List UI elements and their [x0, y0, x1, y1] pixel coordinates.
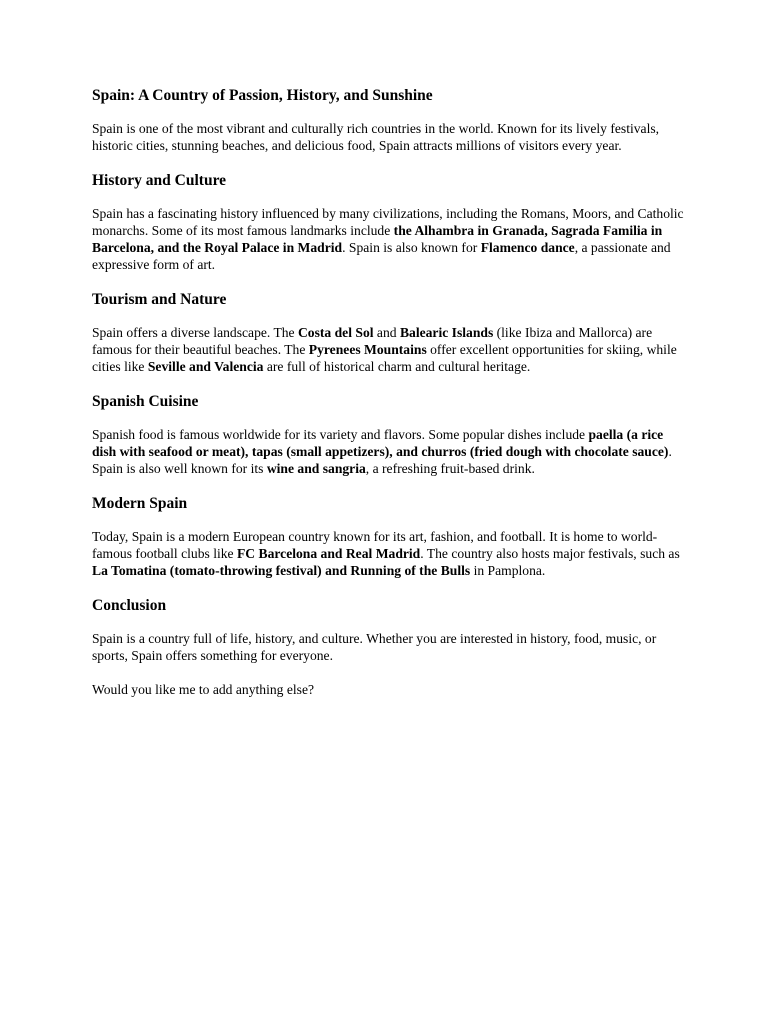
text-run: . Spain is also well known for its: [92, 444, 672, 476]
bold-text-run: La Tomatina (tomato-throwing festival) and Running of the Bulls: [92, 563, 471, 578]
closing-question: [92, 681, 684, 698]
section-heading-conclusion: Conclusion: [92, 597, 167, 614]
section-heading-tourism: Tourism and Nature: [92, 291, 227, 308]
section-paragraph-modern: [92, 528, 684, 579]
section-heading-modern: Modern Spain: [92, 495, 188, 512]
bold-text-run: the Alhambra in Granada, Sagrada Familia in Barcelona, and the Royal Palace in Madrid: [92, 223, 663, 255]
bold-text-run: Balearic Islands: [399, 325, 494, 340]
section-modern: [92, 494, 684, 579]
text-run: (like Ibiza and Mallorca) are famous for their beautiful beaches. The: [92, 325, 653, 357]
section-history: [92, 171, 684, 273]
section-heading-history: History and Culture: [92, 172, 227, 189]
text-run: and: [373, 325, 400, 340]
section-tourism: [92, 290, 684, 375]
section-cuisine: [92, 392, 684, 477]
bold-text-run: wine and sangria: [266, 461, 366, 476]
bold-text-run: Flamenco dance: [480, 240, 575, 255]
section-paragraph-conclusion: [92, 630, 684, 664]
bold-text-run: FC Barcelona and Real Madrid: [236, 546, 421, 561]
text-run: . The country also hosts major festivals, such as: [420, 546, 680, 561]
text-run: . Spain is also known for: [342, 240, 481, 255]
text-run: are full of historical charm and cultural heritage.: [263, 359, 531, 374]
section-heading-cuisine: Spanish Cuisine: [92, 393, 199, 410]
text-run: Spain offers a diverse landscape. The: [92, 325, 298, 340]
bold-text-run: paella (a rice dish with seafood or meat), tapas (small appetizers), and churros (fried dough with chocolate sauce): [92, 427, 669, 459]
text-run: , a refreshing fruit-based drink.: [365, 461, 535, 476]
text-run: , a passionate and expressive form of art.: [92, 240, 671, 272]
bold-text-run: Seville and Valencia: [147, 359, 264, 374]
text-run: offer excellent opportunities for skiing, while cities like: [92, 342, 677, 374]
text-run: Spain is one of the most vibrant and culturally rich countries in the world. Known for its lively festivals, historic cities, stunning beaches, and delicious food, Spain attracts millions of visitors every year.: [92, 121, 660, 153]
document-title: Spain: A Country of Passion, History, and Sunshine: [92, 87, 433, 104]
bold-text-run: Costa del Sol: [297, 325, 374, 340]
section-paragraph-cuisine: [92, 426, 684, 477]
text-run: Would you like me to add anything else?: [92, 682, 315, 697]
text-run: Spanish food is famous worldwide for its variety and flavors. Some popular dishes include: [92, 427, 589, 442]
text-run: Spain has a fascinating history influenced by many civilizations, including the Romans, Moors, and Catholic monarchs. Some of its most famous landmarks include: [92, 206, 684, 238]
section-paragraph-tourism: [92, 324, 684, 375]
section-conclusion: [92, 596, 684, 664]
text-run: in Pamplona.: [470, 563, 546, 578]
section-paragraph-history: [92, 205, 684, 273]
text-run: Today, Spain is a modern European country known for its art, fashion, and football. It is home to world-famous football clubs like: [92, 529, 658, 561]
intro-paragraph: [92, 120, 684, 154]
text-run: Spain is a country full of life, history, and culture. Whether you are interested in history, food, music, or sports, Spain offers something for everyone.: [92, 631, 657, 663]
bold-text-run: Pyrenees Mountains: [308, 342, 427, 357]
document-page: [92, 86, 684, 715]
